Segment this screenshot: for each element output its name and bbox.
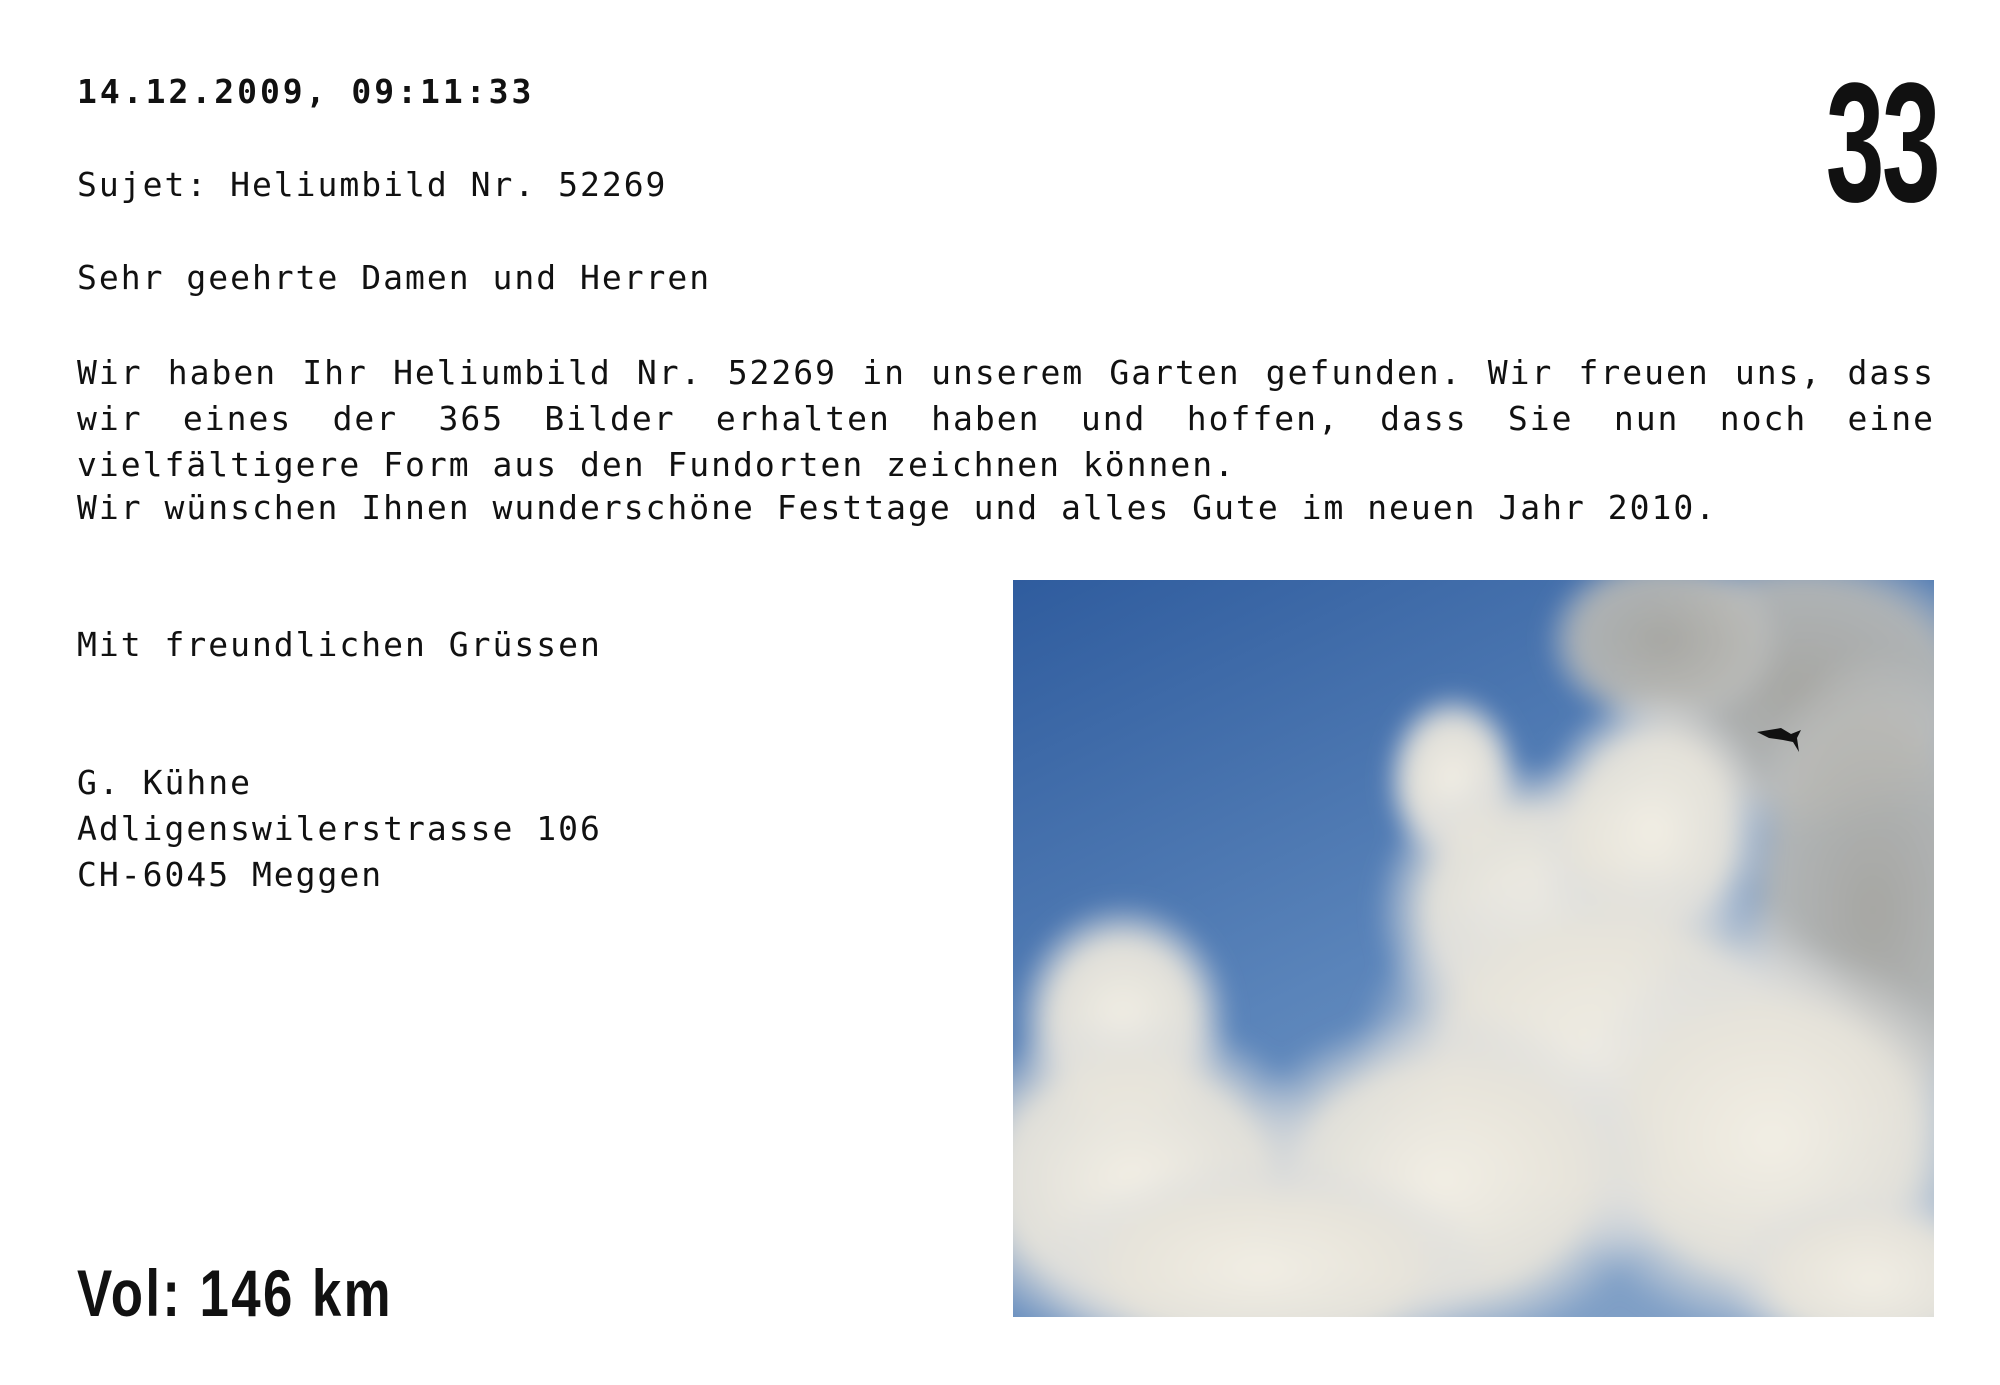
sky-photo: [1013, 580, 1934, 1317]
letter-subject: Sujet: Heliumbild Nr. 52269: [77, 165, 668, 204]
letter-timestamp: 14.12.2009, 09:11:33: [77, 72, 535, 111]
sender-city: CH-6045 Meggen: [77, 855, 384, 894]
letter-wishes-paragraph: Wir wünschen Ihnen wunderschöne Festtage und alles Gute im neuen Jahr 2010.: [77, 488, 1718, 527]
letter-salutation: Sehr geehrte Damen und Herren: [77, 258, 712, 297]
letter-closing: Mit freundlichen Grüssen: [77, 625, 602, 664]
letter-body-paragraph: Wir haben Ihr Heliumbild Nr. 52269 in unserem Garten gefunden. Wir freuen uns, dass wir eines der 365 Bilder erhalten haben und hoffen, dass Sie nun noch eine vielfältigere Form aus den Fundorten zeichnen können.: [77, 353, 1935, 484]
sender-address: [77, 760, 602, 898]
page-number: 33: [1825, 48, 1938, 238]
sender-street: Adligenswilerstrasse 106: [77, 809, 602, 848]
sender-name: G. Kühne: [77, 763, 252, 802]
volume-distance: Vol: 146 km: [77, 1256, 393, 1330]
